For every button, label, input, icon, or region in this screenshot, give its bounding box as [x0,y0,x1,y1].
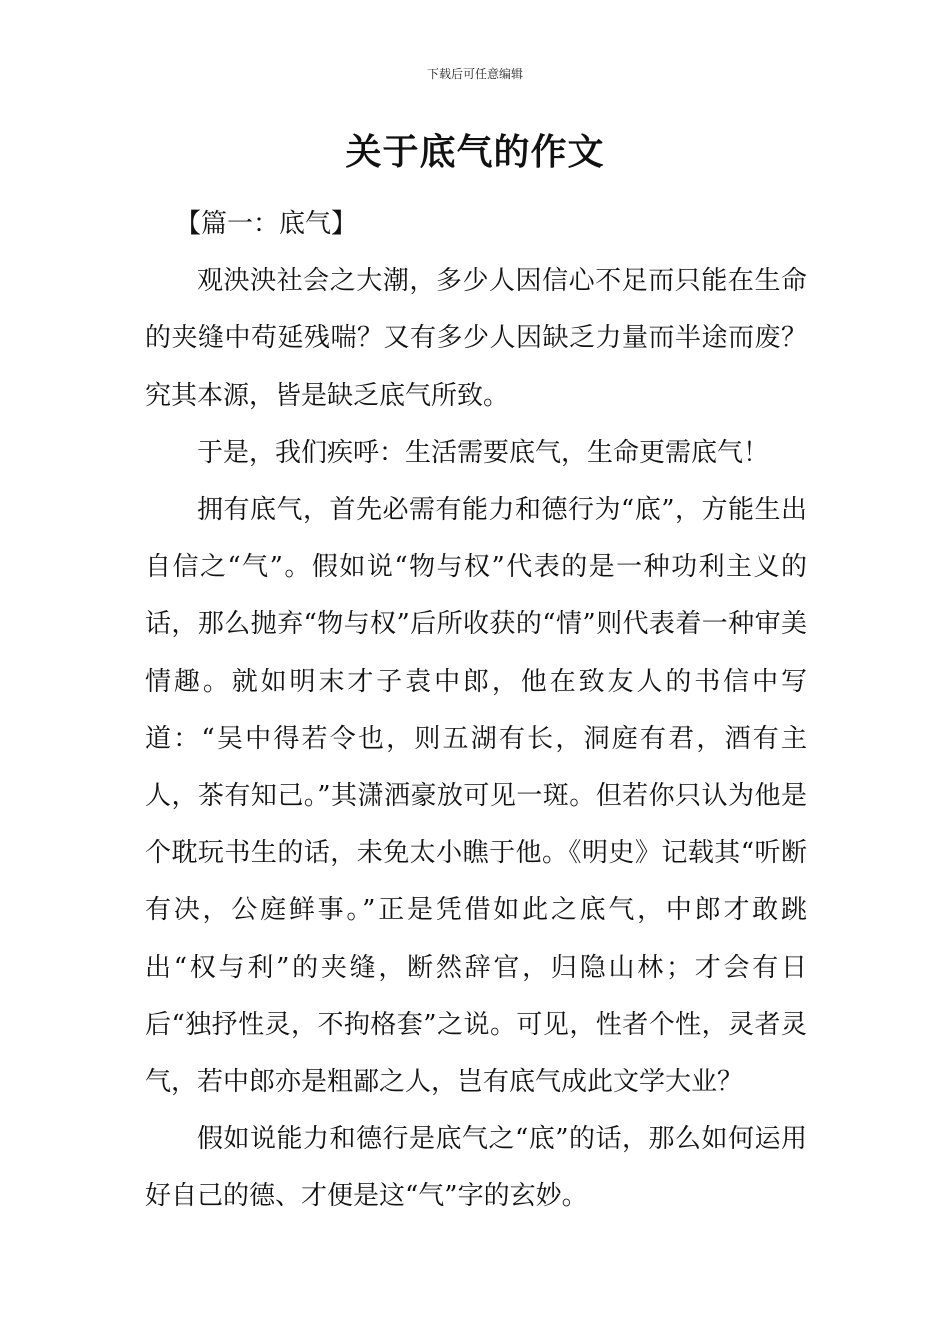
paragraph: 于是，我们疾呼：生活需要底气，生命更需底气！ [197,437,770,468]
paragraph: 观泱泱社会之大潮，多少人因信心不足而只能在生命的夹缝中苟延残喘？又有多少人因缺乏力量而半途而废？究其本源，皆是缺乏底气所致。 [145,266,807,411]
paragraph: 假如说能力和德行是底气之“底”的话，那么如何运用好自己的德、才便是这“气”字的玄妙。 [145,1124,807,1212]
page-header-note: 下载后可任意编辑 [426,67,523,81]
paragraph: 拥有底气，首先必需有能力和德行为“底”，方能生出自信之“气”。假如说“物与权”代表的是一种功利主义的话，那么抛弃“物与权”后所收获的“情”则代表着一种审美情趣。就如明末才子袁中郎，他在致友人的书信中写道：“吴中得若令也，则五湖有长，洞庭有君，酒有主人，茶有知己。”其潇洒豪放可见一斑。但若你只认为他是个耽玩书生的话，未免太小瞧于他。《明史》记载其“听断有决，公庭鲜事。”正是凭借如此之底气，中郎才敢跳出“权与利”的夹缝，断然辞官，归隐山林；才会有日后“独抒性灵，不拘格套”之说。可见，性者个性，灵者灵气，若中郎亦是粗鄙之人，岂有底气成此文学大业？ [145,495,807,1098]
section-label: 【篇一：底气】 [175,209,358,239]
document-title: 关于底气的作文 [345,132,605,173]
document-body [145,196,807,1226]
